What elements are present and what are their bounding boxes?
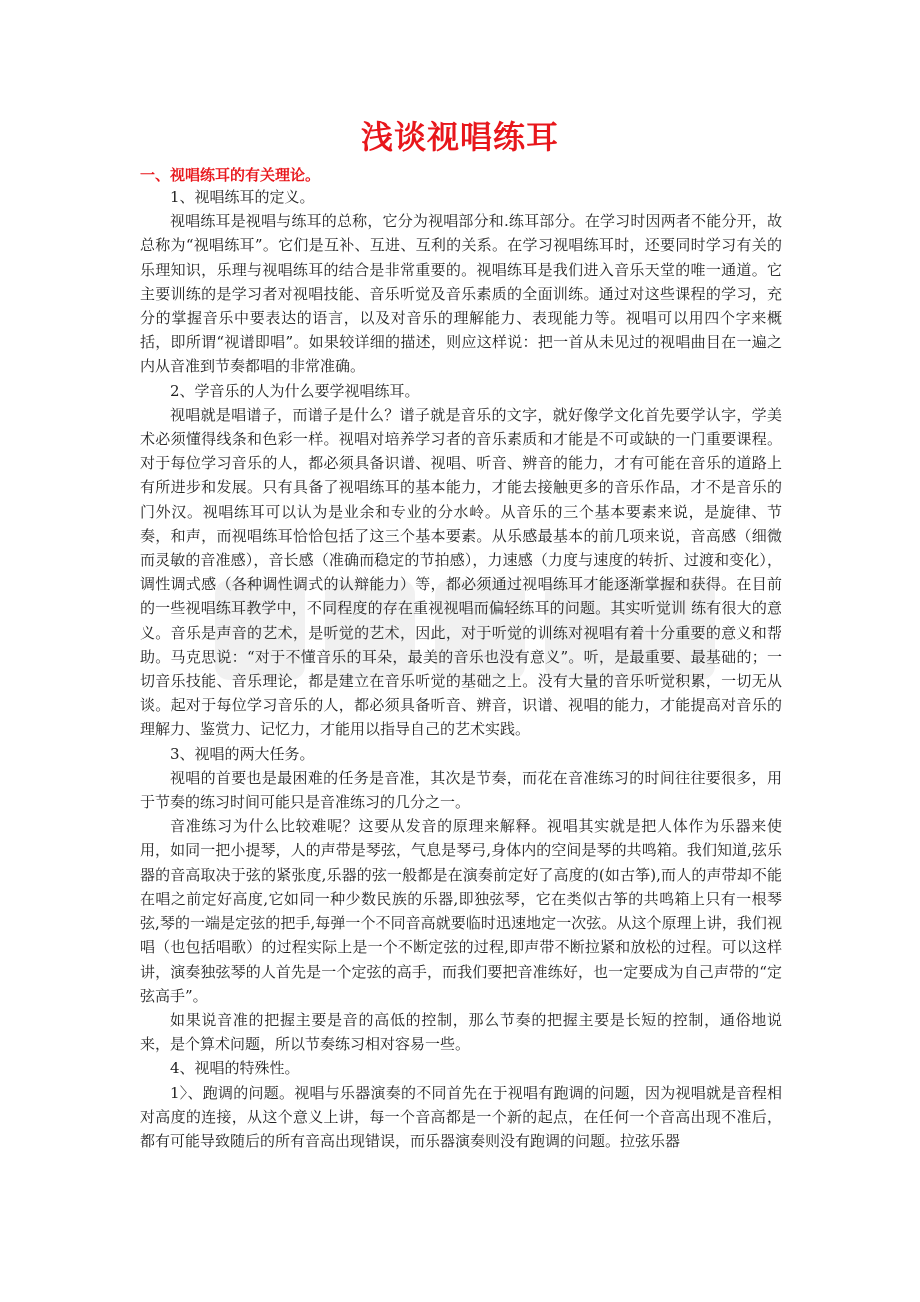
section-heading: 一、视唱练耳的有关理论。 <box>140 166 321 184</box>
subheading-two-tasks: 3、视唱的两大任务。 <box>170 744 315 763</box>
paragraph-two-tasks: 视唱的首要也是最困难的任务是音准，其次是节奏，而花在音准练习的时间往往要很多，用于节奏的练习时间可能只是音准练习的几分之一。 <box>140 768 782 812</box>
subheading-definition: 1、视唱练耳的定义。 <box>170 188 315 206</box>
paragraph-intonation: 音准练习为什么比较难呢？这要从发音的原理来解释。视唱其实就是把人体作为乐器来使用，如同一把小提琴，人的声带是琴弦，气息是琴弓,身体内的空间是琴的共鸣箱。我们知道,弦乐器的音高取决于弦的紧张度,乐器的弦一般都是在演奏前定好了高度的(如古筝),而人的声带却不能在唱之前定好高度,它如同一种少数民族的乐器,即独弦琴，它在类似古筝的共鸣箱上只有一根琴弦,琴的一端是定弦的把手,每弹一个不同音高就要临时迅速地定一次弦。从这个原理上讲，我们视唱（也包括唱歌）的过程实际上是一个不断定弦的过程,即声带不断拉紧和放松的过程。可以这样讲，演奏独弦琴的人首先是一个定弦的高手，而我们要把音准练好，也一定要成为自己声带的“定弦高手”。 <box>140 817 782 1005</box>
document-body <box>140 185 782 1153</box>
paragraph-rhythm: 如果说音准的把握主要是音的高低的控制，那么节奏的把握主要是长短的控制，通俗地说来，是个算术问题，所以节奏练习相对容易一些。 <box>140 1010 782 1054</box>
subheading-particularity: 4、视唱的特殊性。 <box>170 1059 300 1078</box>
paragraph-definition: 视唱练耳是视唱与练耳的总称，它分为视唱部分和.练耳部分。在学习时因两者不能分开，故总称为“视唱练耳”。它们是互补、互进、互利的关系。在学习视唱练耳时，还要同时学习有关的乐理知识，乐理与视唱练耳的结合是非常重要的。视唱练耳是我们进入音乐天堂的唯一通道。它主要训练的是学习者对视唱技能、音乐听觉及音乐素质的全面训练。通过对这些课程的学习，充分的掌握音乐中要表达的语言，以及对音乐的理解能力、表现能力等。视唱可以用四个字来概括，即所谓“视谱即唱”。如果较详细的描述，则应这样说：把一首从未见过的视唱曲目在一遍之内从音准到节奏都唱的非常准确。 <box>140 212 782 376</box>
paragraph-off-key: 1〉、跑调的问题。视唱与乐器演奏的不同首先在于视唱有跑调的问题，因为视唱就是音程相对高度的连接，从这个意义上讲，每一个音高都是一个新的起点，在任何一个音高出现不准后，都有可能导致随后的所有音高出现错误，而乐器演奏则没有跑调的问题。拉弦乐器 <box>140 1083 782 1150</box>
paragraph-why-learn: 视唱就是唱谱子，而谱子是什么？谱子就是音乐的文字，就好像学文化首先要学认字，学美术必须懂得线条和色彩一样。视唱对培养学习者的音乐素质和才能是不可或缺的一门重要课程。对于每位学习音乐的人，都必须具备识谱、视唱、听音、辨音的能力，才有可能在音乐的道路上有所进步和发展。只有具备了视唱练耳的基本能力，才能去接触更多的音乐作品，才不是音乐的门外汉。视唱练耳可以认为是业余和专业的分水岭。从音乐的三个基本要素来说，是旋律、节奏，和声，而视唱练耳恰恰包括了这三个基本要素。从乐感最基本的前几项来说，音高感（细微而灵敏的音准感），音长感（准确而稳定的节拍感），力速感（力度与速度的转折、过渡和变化），调性调式感（各种调性调式的认辩能力）等，都必须通过视唱练耳才能逐渐掌握和获得。在目前的一些视唱练耳教学中，不同程度的存在重视视唱而偏轻练耳的问题。其实听觉训 练有很大的意义。音乐是声音的艺术，是听觉的艺术，因此，对于听觉的训练对视唱有着十分重要的意义和帮助。马克思说：“对于不懂音乐的耳朵，最美的音乐也没有意义”。听，是最重要、最基础的；一切音乐技能、音乐理论，都是建立在音乐听觉的基础之上。没有大量的音乐听觉积累，一切无从谈。起对于每位学习音乐的人，都必须具备听音、辨音，识谱、视唱的能力，才能提高对音乐的理解力、鉴赏力、记忆力，才能用以指导自己的艺术实践。 <box>140 405 782 739</box>
subheading-why-learn: 2、学音乐的人为什么要学视唱练耳。 <box>170 381 420 400</box>
document-title: 浅谈视唱练耳 <box>360 118 559 156</box>
